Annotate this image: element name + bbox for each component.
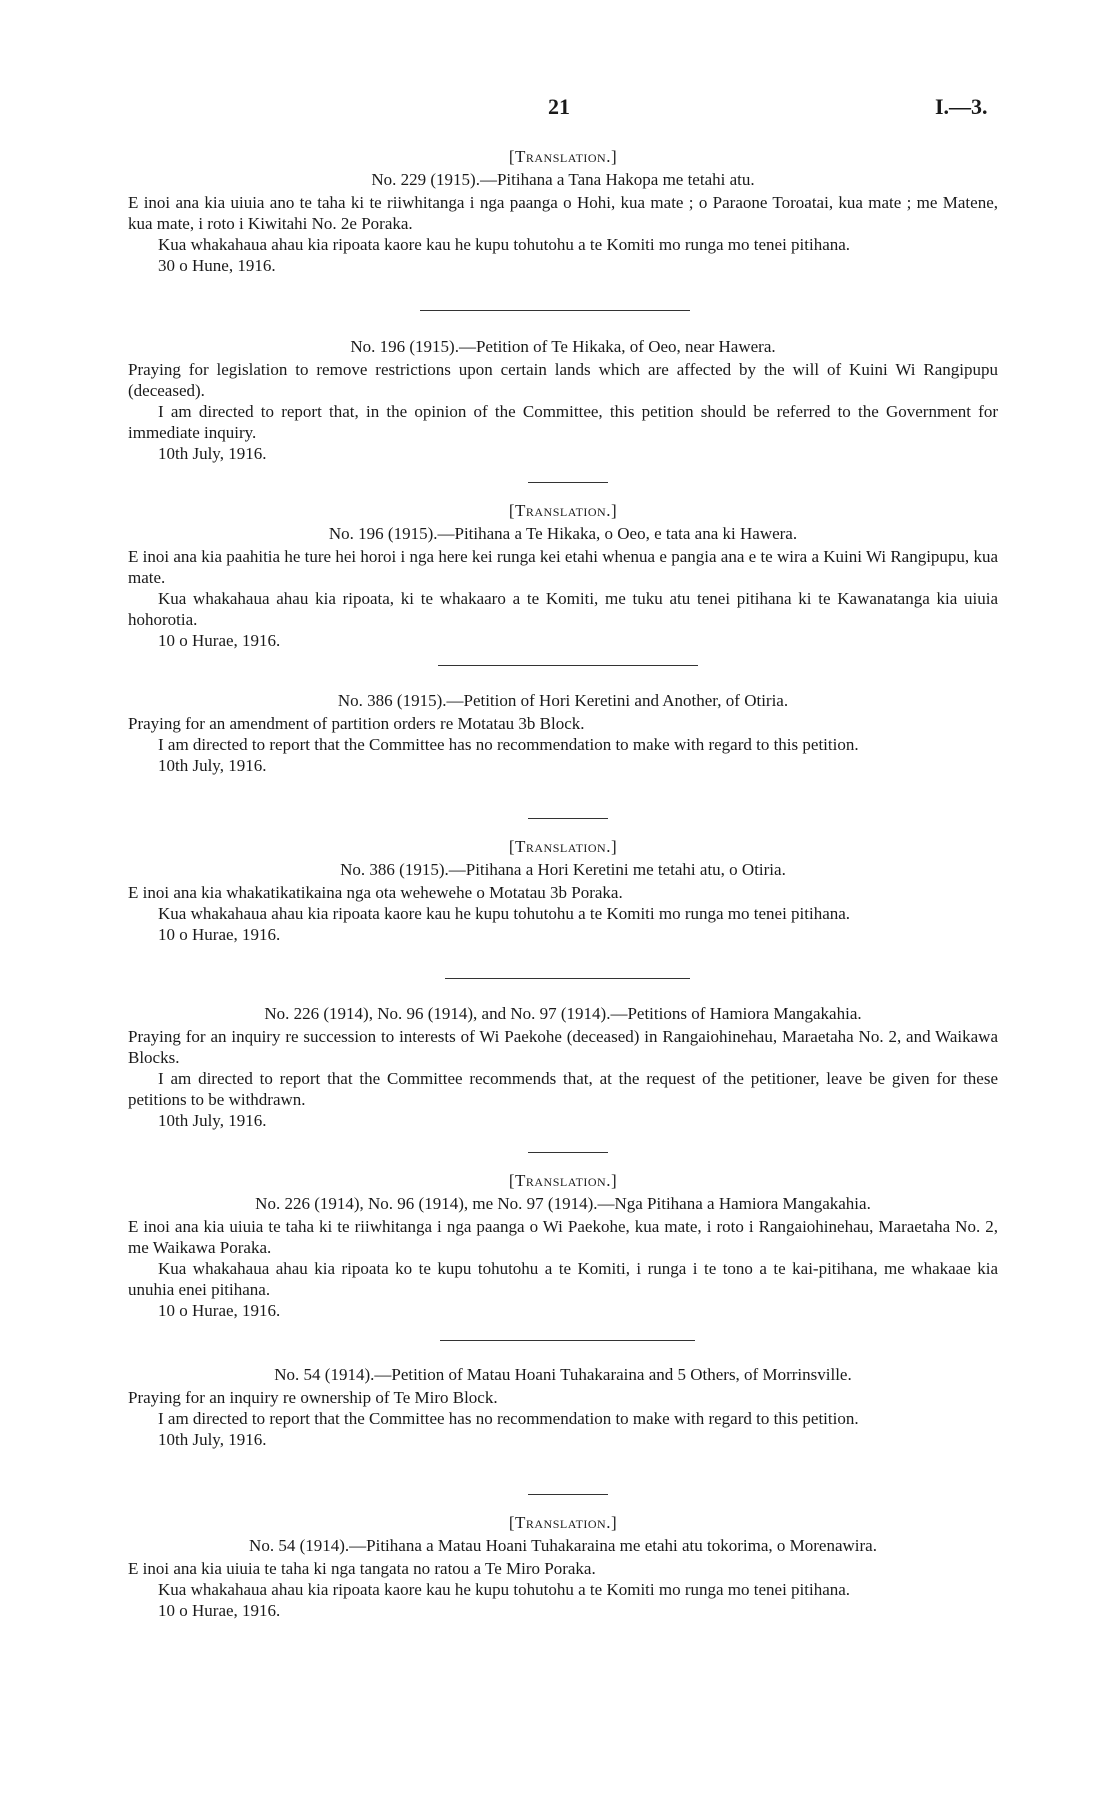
section-petition-226 [128,1003,998,1131]
section-paragraph: I am directed to report that the Committee has no recommendation to make with regard to this petition. [158,1409,859,1428]
section-date: 10 o Hurae, 1916. [158,925,281,944]
section-paragraph: E inoi ana kia whakatikatikaina nga ota wehewehe o Motatau 3b Poraka. [128,883,623,902]
section-translation-229 [128,146,998,276]
short-divider [528,1494,608,1495]
section-paragraph: E inoi ana kia uiuia ano te taha ki te riiwhitanga i nga paanga o Hohi, kua mate ; o Paraone Toroatai, kua mate ; me Matene, kua mate, i roto i Kiwitahi No. 2e Poraka. [128,193,998,233]
section-paragraph: Kua whakahaua ahau kia ripoata kaore kau he kupu tohutohu a te Komiti mo runga mo tenei pitihana. [158,235,851,254]
section-paragraph: I am directed to report that the Committee recommends that, at the request of the petitioner, leave be given for these petitions to be withdrawn. [128,1069,998,1109]
section-paragraph: Praying for an amendment of partition orders re Motatau 3b Block. [128,714,585,733]
section-paragraph: Kua whakahaua ahau kia ripoata kaore kau he kupu tohutohu a te Komiti mo runga mo tenei pitihana. [158,904,851,923]
section-divider [420,310,690,311]
section-paragraph: E inoi ana kia paahitia he ture hei horoi i nga here kei runga kei etahi whenua e pangia ana e te wira a Kuini Wi Rangipupu, kua mate. [128,547,998,587]
section-title: No. 226 (1914), No. 96 (1914), me No. 97 (1914).—Nga Pitihana a Hamiora Mangakahia. [255,1194,871,1213]
section-title: No. 386 (1915).—Pitihana a Hori Keretini me tetahi atu, o Otiria. [340,860,786,879]
section-title: No. 196 (1915).—Pitihana a Te Hikaka, o Oeo, e tata ana ki Hawera. [328,524,798,543]
translation-heading: [Translation.] [508,147,618,166]
section-date: 10th July, 1916. [158,1111,267,1130]
translation-heading: [Translation.] [508,1171,618,1190]
page-number: 21 [548,94,570,119]
section-petition-54 [128,1364,998,1450]
translation-heading: [Translation.] [508,501,618,520]
translation-heading: [Translation.] [508,1513,618,1532]
section-date: 10 o Hurae, 1916. [158,631,281,650]
section-date: 30 o Hune, 1916. [158,256,276,275]
page-reference: I.—3. [935,94,988,119]
section-translation-196 [128,500,998,651]
section-title: No. 196 (1915).—Petition of Te Hikaka, of Oeo, near Hawera. [350,337,776,356]
section-translation-54 [128,1512,998,1621]
section-petition-386 [128,690,998,776]
section-translation-226 [128,1170,998,1321]
short-divider [528,482,608,483]
section-date: 10th July, 1916. [158,756,267,775]
section-date: 10 o Hurae, 1916. [158,1301,281,1320]
section-paragraph: Praying for legislation to remove restrictions upon certain lands which are affected by the will of Kuini Wi Rangipupu (deceased). [128,360,998,400]
section-translation-386 [128,836,998,945]
section-divider [445,978,690,979]
translation-heading: [Translation.] [508,837,618,856]
section-divider [440,1340,695,1341]
section-title: No. 54 (1914).—Pitihana a Matau Hoani Tuhakaraina me etahi atu tokorima, o Morenawira. [249,1536,877,1555]
section-paragraph: Kua whakahaua ahau kia ripoata, ki te whakaaro a te Komiti, me tuku atu tenei pitihana ki te Kawanatanga kia uiuia hohorotia. [128,589,998,629]
section-petition-196 [128,336,998,464]
section-date: 10th July, 1916. [158,1430,267,1449]
section-paragraph: E inoi ana kia uiuia te taha ki te riiwhitanga i nga paanga o Wi Paekohe, kua mate, i roto i Rangaiohinehau, Maraetaha No. 2, me Waikawa Poraka. [128,1217,998,1257]
section-date: 10th July, 1916. [158,444,267,463]
section-title: No. 54 (1914).—Petition of Matau Hoani Tuhakaraina and 5 Others, of Morrinsville. [274,1365,852,1384]
section-paragraph: Praying for an inquiry re succession to interests of Wi Paekohe (deceased) in Rangaiohinehau, Maraetaha No. 2, and Waikawa Blocks. [128,1027,998,1067]
section-date: 10 o Hurae, 1916. [158,1601,281,1620]
section-paragraph: Praying for an inquiry re ownership of Te Miro Block. [128,1388,498,1407]
section-divider [438,665,698,666]
section-paragraph: Kua whakahaua ahau kia ripoata kaore kau he kupu tohutohu a te Komiti mo runga mo tenei pitihana. [158,1580,851,1599]
section-paragraph: E inoi ana kia uiuia te taha ki nga tangata no ratou a Te Miro Poraka. [128,1559,596,1578]
short-divider [528,1152,608,1153]
section-title: No. 386 (1915).—Petition of Hori Keretini and Another, of Otiria. [337,691,789,710]
section-paragraph: Kua whakahaua ahau kia ripoata ko te kupu tohutohu a te Komiti, i runga i te tono a te kai-pitihana, me whakaae kia unuhia enei pitihana. [128,1259,998,1299]
section-paragraph: I am directed to report that the Committee has no recommendation to make with regard to this petition. [158,735,859,754]
section-paragraph: I am directed to report that, in the opinion of the Committee, this petition should be referred to the Government for immediate inquiry. [128,402,998,442]
section-title: No. 226 (1914), No. 96 (1914), and No. 97 (1914).—Petitions of Hamiora Mangakahia. [264,1004,862,1023]
section-title: No. 229 (1915).—Pitihana a Tana Hakopa me tetahi atu. [371,170,755,189]
short-divider [528,818,608,819]
